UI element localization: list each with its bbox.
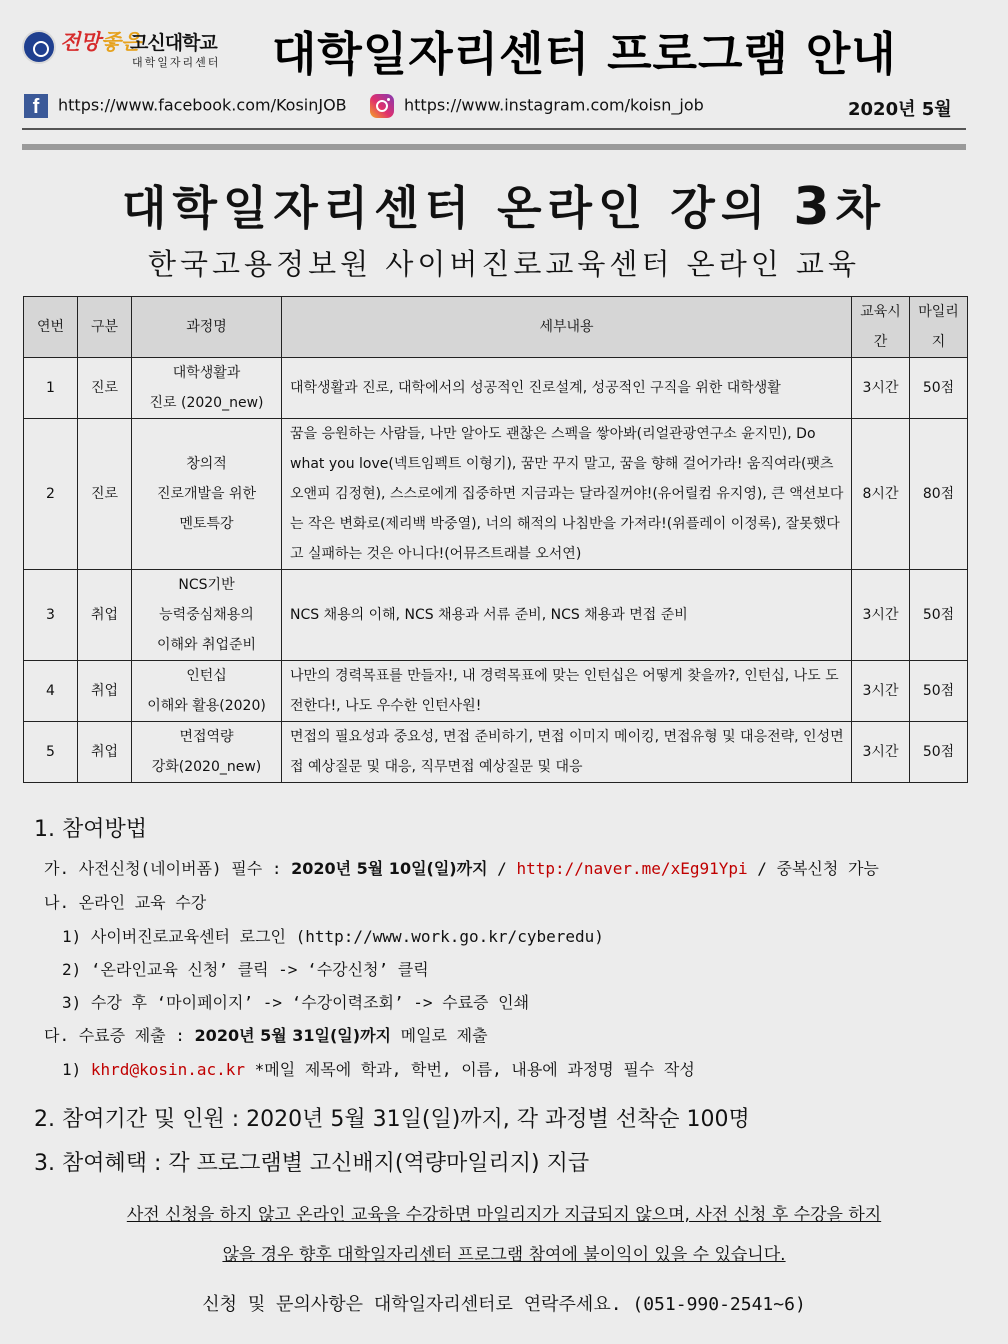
step-da: 다. 수료증 제출 : 2020년 5월 31일(일)까지 메일로 제출 xyxy=(44,1026,488,1045)
program-table xyxy=(23,296,968,783)
page-title: 대학일자리센터 프로그램 안내 xyxy=(272,27,897,81)
col-header-hours: 교육시간 xyxy=(852,297,910,358)
table-row xyxy=(24,722,968,783)
section1-title: 1. 참여방법 xyxy=(34,817,147,842)
email-link[interactable]: khrd@kosin.ac.kr xyxy=(90,1060,246,1079)
cell-no: 4 xyxy=(24,661,78,722)
cell-detail: 꿈을 응원하는 사람들, 나만 알아도 괜찮은 스펙을 쌓아봐(리얼관광연구소 윤지민), Do what you love(넥트임펙트 이형기), 꿈만 꾸지 말고, 꿈을 향해 걸어가라! 움직여라(팻츠오앤피 김정현), 스스로에게 집중하면 지금과는 달라질꺼야!(유어릴컴 유지영), 큰 액션보다는 작은 변화로(제리백 박중열), 너의 해적의 나침반을 가져라!(위플레이 이정록), 잘못했다고 실패하는 것은 아니다!(어뮤즈트래블 오서연) xyxy=(282,419,852,570)
col-header-detail: 세부내용 xyxy=(282,297,852,358)
university-logo xyxy=(22,24,252,74)
instagram-url[interactable]: https://www.instagram.com/koisn_job xyxy=(404,95,704,115)
cell-type: 취업 xyxy=(78,722,132,783)
cell-hours: 3시간 xyxy=(852,661,910,722)
cell-hours: 3시간 xyxy=(852,358,910,419)
col-header-type: 구분 xyxy=(78,297,132,358)
logo-slogan: 전망좋은 xyxy=(60,29,142,54)
cell-course: 창의적 진로개발을 위한 멘토특강 xyxy=(132,419,282,570)
step-na-3: 3) 수강 후 ‘마이페이지’ -> ‘수강이력조회’ -> 수료증 인쇄 xyxy=(62,993,530,1012)
notice-line-2: 않을 경우 향후 대학일자리센터 프로그램 참여에 불이익이 있을 수 있습니다. xyxy=(222,1245,786,1265)
step-ga: 가. 사전신청(네이버폼) 필수 : 2020년 5월 10일(일)까지 / http://naver.me/xEg91Ypi / 중복신청 가능 xyxy=(44,859,879,878)
table-row xyxy=(24,570,968,661)
facebook-icon: f xyxy=(24,94,48,118)
cell-points: 80점 xyxy=(910,419,968,570)
issue-date: 2020년 5월 xyxy=(848,99,952,120)
cell-no: 1 xyxy=(24,358,78,419)
cell-no: 3 xyxy=(24,570,78,661)
cell-hours: 3시간 xyxy=(852,570,910,661)
logo-university-name: 고신대학교 xyxy=(130,32,217,54)
contact-info: 신청 및 문의사항은 대학일자리센터로 연락주세요. (051-990-2541~6) xyxy=(202,1294,806,1315)
cell-hours: 8시간 xyxy=(852,419,910,570)
col-header-points: 마일리지 xyxy=(910,297,968,358)
cell-points: 50점 xyxy=(910,661,968,722)
step-da-1: 1) khrd@kosin.ac.kr *메일 제목에 학과, 학번, 이름, 내용에 과정명 필수 작성 xyxy=(62,1060,695,1079)
cell-no: 2 xyxy=(24,419,78,570)
step-na: 나. 온라인 교육 수강 xyxy=(44,893,207,912)
cell-detail: 대학생활과 진로, 대학에서의 성공적인 진로설계, 성공적인 구직을 위한 대학생활 xyxy=(282,358,852,419)
col-header-no: 연번 xyxy=(24,297,78,358)
facebook-link[interactable] xyxy=(24,94,347,118)
cell-detail: 나만의 경력목표를 만들자!, 내 경력목표에 맞는 인턴십은 어떻게 찾을까?, 인턴십, 나도 도전한다!, 나도 우수한 인턴사원! xyxy=(282,661,852,722)
cell-detail: 면접의 필요성과 중요성, 면접 준비하기, 면접 이미지 메이킹, 면접유형 및 대응전략, 인성면접 예상질문 및 대응, 직무면접 예상질문 및 대응 xyxy=(282,722,852,783)
header-divider xyxy=(22,128,966,130)
cell-type: 취업 xyxy=(78,570,132,661)
heading-subtitle: 한국고용정보원 사이버진로교육센터 온라인 교육 xyxy=(148,247,860,281)
cell-points: 50점 xyxy=(910,358,968,419)
cell-points: 50점 xyxy=(910,570,968,661)
logo-center-name: 대학일자리센터 xyxy=(132,56,221,69)
cell-no: 5 xyxy=(24,722,78,783)
university-seal-icon xyxy=(22,30,56,64)
notice-line-1: 사전 신청을 하지 않고 온라인 교육을 수강하면 마일리지가 지급되지 않으며, 사전 신청 후 수강을 하지 xyxy=(126,1205,882,1225)
cell-course: 인턴십 이해와 활용(2020) xyxy=(132,661,282,722)
cell-type: 진로 xyxy=(78,358,132,419)
section2-text: 2. 참여기간 및 인원 : 2020년 5월 31일(일)까지, 각 과정별 선착순 100명 xyxy=(34,1107,750,1132)
table-row xyxy=(24,661,968,722)
table-header-row xyxy=(24,297,968,358)
col-header-course: 과정명 xyxy=(132,297,282,358)
cell-detail: NCS 채용의 이해, NCS 채용과 서류 준비, NCS 채용과 면접 준비 xyxy=(282,570,852,661)
section3-text: 3. 참여혜택 : 각 프로그램별 고신배지(역량마일리지) 지급 xyxy=(34,1151,590,1176)
cell-points: 50점 xyxy=(910,722,968,783)
header-divider-thick xyxy=(22,144,966,150)
cell-hours: 3시간 xyxy=(852,722,910,783)
instagram-icon xyxy=(370,94,394,118)
table-row xyxy=(24,419,968,570)
table-row xyxy=(24,358,968,419)
cell-type: 진로 xyxy=(78,419,132,570)
cell-course: 대학생활과 진로 (2020_new) xyxy=(132,358,282,419)
heading-title: 대학일자리센터 온라인 강의 3차 xyxy=(122,177,886,237)
step-na-2: 2) ‘온라인교육 신청’ 클릭 -> ‘수강신청’ 클릭 xyxy=(62,960,429,979)
instagram-link[interactable] xyxy=(370,94,704,118)
cell-course: NCS기반 능력중심채용의 이해와 취업준비 xyxy=(132,570,282,661)
facebook-url[interactable]: https://www.facebook.com/KosinJOB xyxy=(58,95,347,115)
step-na-1: 1) 사이버진로교육센터 로그인 (http://www.work.go.kr/cyberedu) xyxy=(62,927,604,946)
cell-type: 취업 xyxy=(78,661,132,722)
naver-form-link[interactable]: http://naver.me/xEg91Ypi xyxy=(516,859,748,878)
cell-course: 면접역량 강화(2020_new) xyxy=(132,722,282,783)
